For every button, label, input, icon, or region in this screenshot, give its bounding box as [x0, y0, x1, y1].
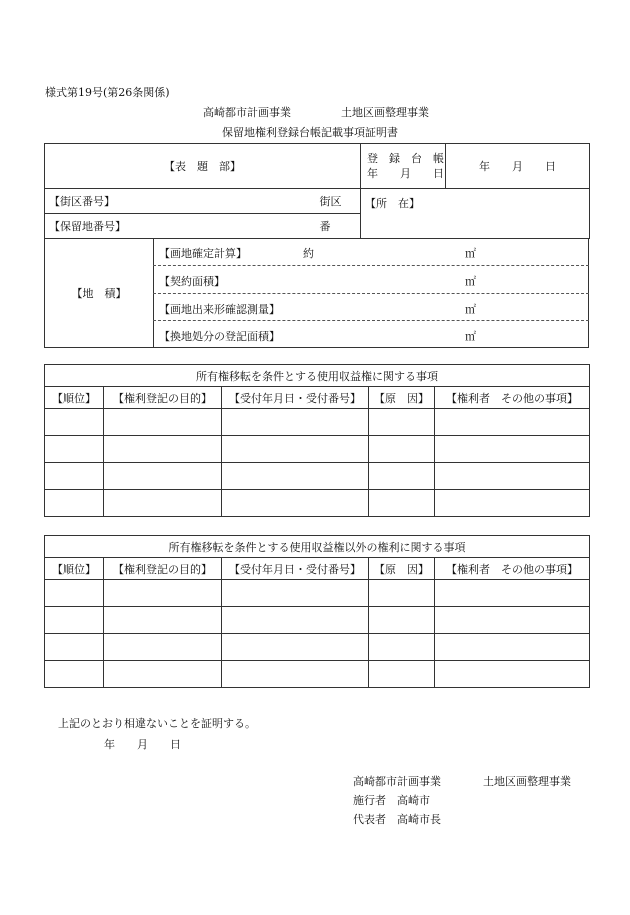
issuer-project-left: 高崎都市計画事業	[353, 775, 441, 788]
table-row	[45, 580, 590, 607]
table-row	[45, 634, 590, 661]
column-header: 【権利登記の目的】	[104, 558, 222, 580]
certification-date: 年 月 日	[104, 738, 181, 751]
representative-name: 高崎市長	[397, 813, 441, 826]
section2-table	[44, 535, 590, 688]
executor-label: 施行者	[353, 794, 386, 807]
column-header: 【権利登記の目的】	[104, 387, 222, 409]
hyodaibu-label: 【表 題 部】	[164, 160, 242, 173]
section1-table	[44, 364, 590, 517]
registration-label-1: 登 録 台 帳	[367, 152, 445, 165]
location-label: 【所 在】	[365, 197, 421, 210]
divider	[153, 293, 589, 294]
area-row-label: 【画地出来形確認測量】	[159, 303, 280, 316]
divider	[153, 320, 589, 321]
area-row-unit: ㎡	[465, 247, 476, 260]
column-header: 【受付年月日・受付番号】	[222, 387, 369, 409]
section1-title: 所有権移転を条件とする使用収益権に関する事項	[45, 365, 590, 387]
column-header: 【順位】	[45, 387, 104, 409]
area-row-unit: ㎡	[465, 330, 476, 343]
area-row-label: 【画地確定計算】	[159, 247, 247, 260]
lot-number-unit: 番	[316, 214, 361, 239]
block-number-label: 【街区番号】	[45, 189, 316, 214]
project-line-right: 土地区画整理事業	[341, 106, 429, 119]
executor-name: 高崎市	[397, 794, 430, 807]
column-header: 【権利者 その他の事項】	[435, 387, 590, 409]
area-row-label: 【契約面積】	[159, 275, 225, 288]
area-label: 【地 積】	[45, 238, 154, 347]
location-cell	[361, 189, 590, 239]
column-header: 【受付年月日・受付番号】	[222, 558, 369, 580]
column-header: 【順位】	[45, 558, 104, 580]
table-row	[45, 409, 590, 436]
table-row	[45, 661, 590, 688]
form-number: 様式第19号(第26条関係)	[45, 86, 170, 99]
column-header: 【原 因】	[369, 558, 435, 580]
lot-number-label: 【保留地番号】	[45, 214, 316, 239]
section2-title: 所有権移転を条件とする使用収益権以外の権利に関する事項	[45, 536, 590, 558]
hyodaibu-cell	[45, 144, 361, 189]
area-row-label: 【換地処分の登記面積】	[159, 330, 280, 343]
registration-date-value: 年 月 日	[446, 144, 590, 189]
table-row	[45, 463, 590, 490]
column-header: 【権利者 その他の事項】	[435, 558, 590, 580]
column-header: 【原 因】	[369, 387, 435, 409]
issuer-project-right: 土地区画整理事業	[483, 775, 571, 788]
table-row	[45, 490, 590, 517]
representative-label: 代表者	[353, 813, 386, 826]
document-title: 保留地権利登録台帳記載事項証明書	[222, 126, 398, 139]
table-row	[45, 436, 590, 463]
block-number-unit: 街区	[316, 189, 361, 214]
registration-date-label-cell	[361, 144, 446, 189]
area-row-unit: ㎡	[465, 303, 476, 316]
area-block	[44, 238, 589, 348]
summary-table	[44, 143, 590, 239]
area-row-prefix: 約	[303, 247, 314, 260]
table-row	[45, 607, 590, 634]
divider	[153, 265, 589, 266]
registration-label-2: 年 月 日	[367, 167, 445, 180]
certification-statement: 上記のとおり相違ないことを証明する。	[58, 717, 256, 730]
project-line-left: 高崎都市計画事業	[203, 106, 291, 119]
area-row-unit: ㎡	[465, 275, 476, 288]
